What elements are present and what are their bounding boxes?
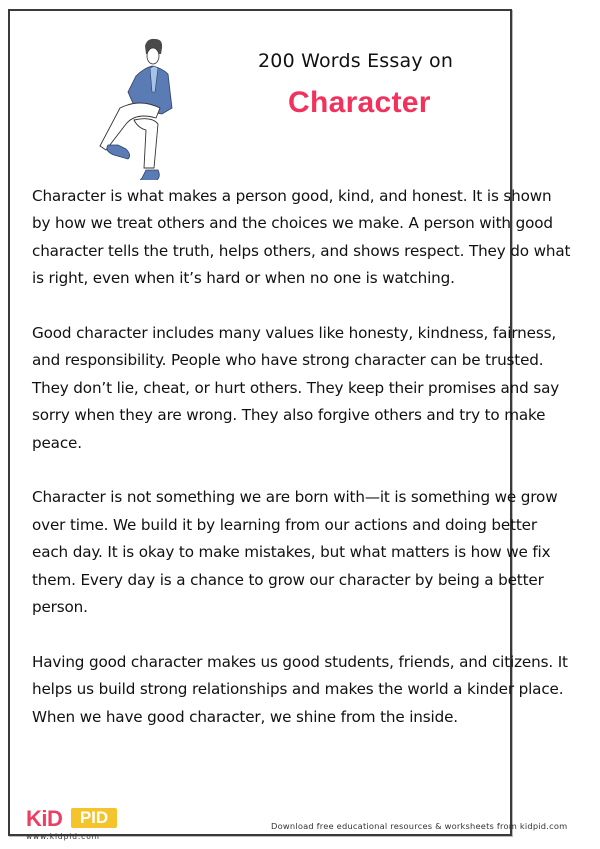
essay-paragraph-4: Having good character makes us good students, friends, and citizens. It helps us build strong relationships and makes the world a kinder place. When we have good character, we shine from the inside.: [32, 652, 568, 726]
logo-url[interactable]: www.kidpid.com: [26, 832, 100, 841]
essay-title: Character: [288, 86, 431, 119]
essay-paragraph-3: Character is not something we are born with—it is something we grow over time. We build it by learning from our actions and doing better each day. It is okay to make mistakes, but what matters is how we fix them. Every day is a chance to grow our character by being a better person.: [32, 488, 558, 617]
logo-pid-text: PID: [79, 808, 109, 827]
essay-subtitle: 200 Words Essay on: [258, 50, 454, 72]
logo-kid-text: KiD: [26, 806, 63, 831]
logo-pid-badge: [71, 808, 117, 828]
essay-paragraph-1: Character is what makes a person good, kind, and honest. It is shown by how we treat others and the choices we make. A person with good character tells the truth, helps others, and shows respect. They do what is right, even when it’s hard or when no one is watching.: [32, 187, 571, 288]
download-footer-text: Download free educational resources & worksheets from kidpid.com: [271, 821, 568, 831]
essay-paragraph-2: Good character includes many values like honesty, kindness, fairness, and responsibility. People who have strong character can be trusted. They don’t lie, cheat, or hurt others. They keep their promises and say sorry when they are wrong. They also forgive others and try to make peace.: [32, 324, 560, 452]
essay-body: [32, 183, 572, 758]
man-sitting-illustration-icon: [50, 20, 190, 180]
kidpid-logo[interactable]: [24, 806, 124, 844]
